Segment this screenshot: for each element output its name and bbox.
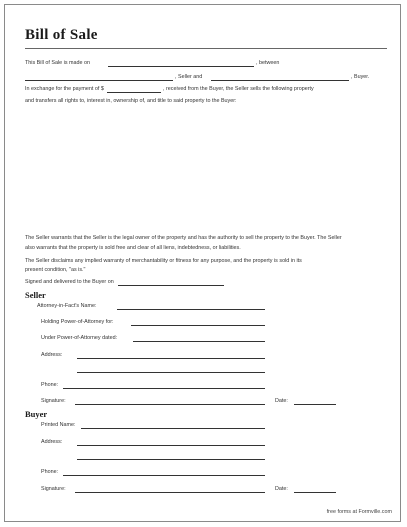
seller-holding-blank[interactable] xyxy=(131,325,265,326)
intro-buyer: , Buyer. xyxy=(351,74,370,80)
buyer-address-blank-2[interactable] xyxy=(77,459,265,460)
seller-address-blank-2[interactable] xyxy=(77,372,265,373)
buyer-phone-blank[interactable] xyxy=(63,475,265,476)
title-rule xyxy=(25,48,387,49)
document-title: Bill of Sale xyxy=(25,27,98,43)
seller-holding-label: Holding Power-of-Attorney for: xyxy=(41,319,114,325)
delivered-line: Signed and delivered to the Buyer on xyxy=(25,279,114,285)
seller-name-blank[interactable] xyxy=(25,80,173,81)
seller-poa-label: Under Power-of-Attorney dated: xyxy=(41,335,118,341)
bill-of-sale-page xyxy=(4,4,401,522)
seller-date-label: Date: xyxy=(275,398,288,404)
disclaimer-line-1: The Seller disclaims any implied warranty of merchantability or fitness for any purpose, and the property is sold in its xyxy=(25,258,302,264)
seller-address-blank-1[interactable] xyxy=(77,358,265,359)
buyer-date-label: Date: xyxy=(275,486,288,492)
buyer-signature-blank[interactable] xyxy=(75,492,265,493)
warranty-line-1: The Seller warrants that the Seller is the legal owner of the property and has the authority to sell the property to the Buyer. The Seller xyxy=(25,235,342,241)
seller-attorney-label: Attorney-in-Fact's Name: xyxy=(37,303,97,309)
disclaimer-line-2: present condition, "as is." xyxy=(25,267,86,273)
intro-line-1: This Bill of Sale is made on xyxy=(25,60,91,66)
seller-phone-label: Phone: xyxy=(41,382,59,388)
exchange-prefix: In exchange for the payment of $ xyxy=(25,86,104,92)
buyer-name-blank-line[interactable] xyxy=(81,428,265,429)
buyer-address-blank-1[interactable] xyxy=(77,445,265,446)
seller-phone-blank[interactable] xyxy=(63,388,265,389)
buyer-signature-label: Signature: xyxy=(41,486,66,492)
buyer-phone-label: Phone: xyxy=(41,469,59,475)
date-blank[interactable] xyxy=(108,66,254,67)
exchange-line-2: and transfers all rights to, interest in, ownership of, and title to said property to the Buyer: xyxy=(25,98,237,104)
buyer-name-label: Printed Name: xyxy=(41,422,76,428)
exchange-suffix: , received from the Buyer, the Seller sells the following property xyxy=(163,86,314,92)
seller-attorney-blank[interactable] xyxy=(117,309,265,310)
delivered-date-blank[interactable] xyxy=(118,285,224,286)
seller-heading: Seller xyxy=(25,290,46,300)
warranty-line-2: also warrants that the property is sold free and clear of all liens, indebtedness, or liabilities. xyxy=(25,245,241,251)
seller-date-blank[interactable] xyxy=(294,404,336,405)
seller-poa-blank[interactable] xyxy=(133,341,265,342)
seller-signature-label: Signature: xyxy=(41,398,66,404)
buyer-name-blank[interactable] xyxy=(211,80,349,81)
intro-between: , between xyxy=(256,60,280,66)
buyer-date-blank[interactable] xyxy=(294,492,336,493)
intro-seller: , Seller and xyxy=(175,74,203,80)
payment-blank[interactable] xyxy=(107,92,161,93)
buyer-heading: Buyer xyxy=(25,409,48,419)
footer-credit: free forms at Formville.com xyxy=(326,509,392,515)
buyer-address-label: Address: xyxy=(41,439,63,445)
seller-address-label: Address: xyxy=(41,352,63,358)
seller-signature-blank[interactable] xyxy=(75,404,265,405)
